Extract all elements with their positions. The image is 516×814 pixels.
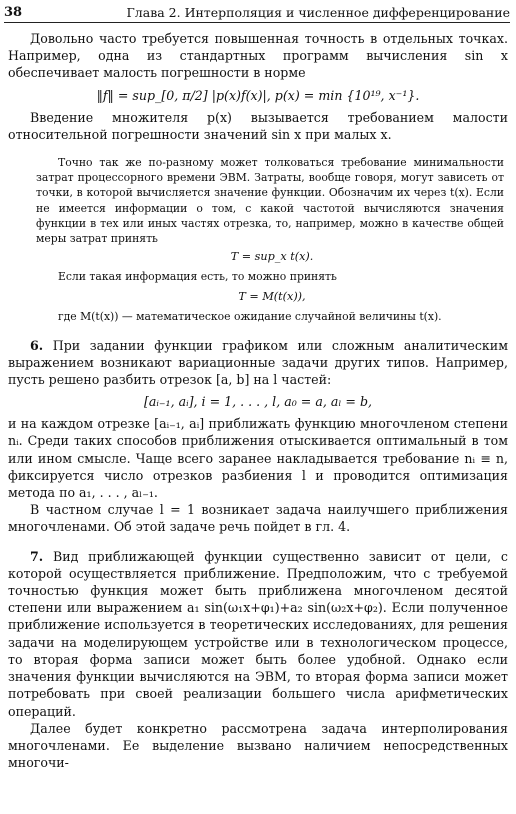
item-number-6: 6.: [30, 337, 44, 353]
smallprint-time-cost: Точно так же по-разному может толковаться требование минимальности затрат процессорного времени ЭВМ. Затраты, вообще говоря, могут зависеть от точки, в которой вычисляется значение функции. Обозначим их через t(x). Если не имеется информации о том, с какой частотой вычисляются значения функции в тех или иных частях отрезка, то, например, можно в качестве общей меры затрат принять: [36, 156, 504, 246]
formula-norm: ‖f‖ = sup_[0, π/2] |p(x)f(x)|, p(x) = min {10¹⁹, x⁻¹}.: [96, 87, 420, 103]
formula-partition: [aᵢ₋₁, aᵢ], i = 1, . . . , l, a₀ = a, aₗ = b,: [143, 394, 373, 410]
paragraph-6-text: При задании функции графиком или сложным аналитическим выражением возникают вариационные задачи других типов. Например, пусть решено разбить отрезок [a, b] на l частей:: [8, 337, 508, 388]
page-header: [4, 2, 510, 23]
paragraph-7-text: Вид приближающей функции существенно зависит от цели, с которой осуществляется приближение. Предположим, что с требуемой точностью функция может быть приближена многочленом десятой степени или выражением a₁ sin(ω₁x+φ₁)+a₂ sin(ω₂x+φ₂). Если полученное приближение используется в теоретических исследованиях, для решения задачи на моделирующем устройстве или в технологическом процессе, то вторая форма записи может быть более удобной. Однако если значения функции вычисляются на ЭВМ, то вторая форма записи может потребовать при своей реализации большего числа арифметических операций.: [8, 548, 508, 719]
paragraph-6: [8, 337, 508, 389]
running-title: Глава 2. Интерполяция и численное дифференцирование: [126, 5, 510, 20]
paragraph-partition-continued: и на каждом отрезке [aᵢ₋₁, aᵢ] приближать функцию многочленом степени nᵢ. Среди таких способов приближения отыскивается оптимальный в том или ином смысле. Чаще всего заранее накладывается требование nᵢ ≡ n, фиксируется число отрезков разбиения l и проводится оптимизация метода по a₁, . . . , aₗ₋₁.: [8, 416, 508, 501]
page-number: 38: [4, 5, 23, 20]
item-number-7: 7.: [30, 548, 44, 564]
page-content: [8, 30, 508, 771]
paragraph-7: [8, 548, 508, 720]
smallprint-info: Если такая информация есть, то можно принять: [58, 270, 337, 284]
formula-expectation: T = M(t(x)),: [238, 290, 306, 304]
paragraph-intro: Довольно часто требуется повышенная точность в отдельных точках. Например, одна из стандартных программ вычисления sin x обеспечивает малость погрешности в норме: [8, 31, 508, 81]
smallprint-expectation-def: где M(t(x)) — математическое ожидание случайной величины t(x).: [58, 310, 442, 324]
paragraph-interpolation: Далее будет конкретно рассмотрена задача интерполирования многочленами. Ее выделение вызвано наличием непосредственных многочи-: [8, 720, 508, 771]
paragraph-multiplier: Введение множителя p(x) вызывается требованием малости относительной погрешности значений sin x при малых x.: [8, 109, 508, 142]
formula-sup-t: T = sup_x t(x).: [230, 250, 314, 264]
paragraph-special-case: В частном случае l = 1 возникает задача наилучшего приближения многочленами. Об этой задаче речь пойдет в гл. 4.: [8, 502, 508, 535]
